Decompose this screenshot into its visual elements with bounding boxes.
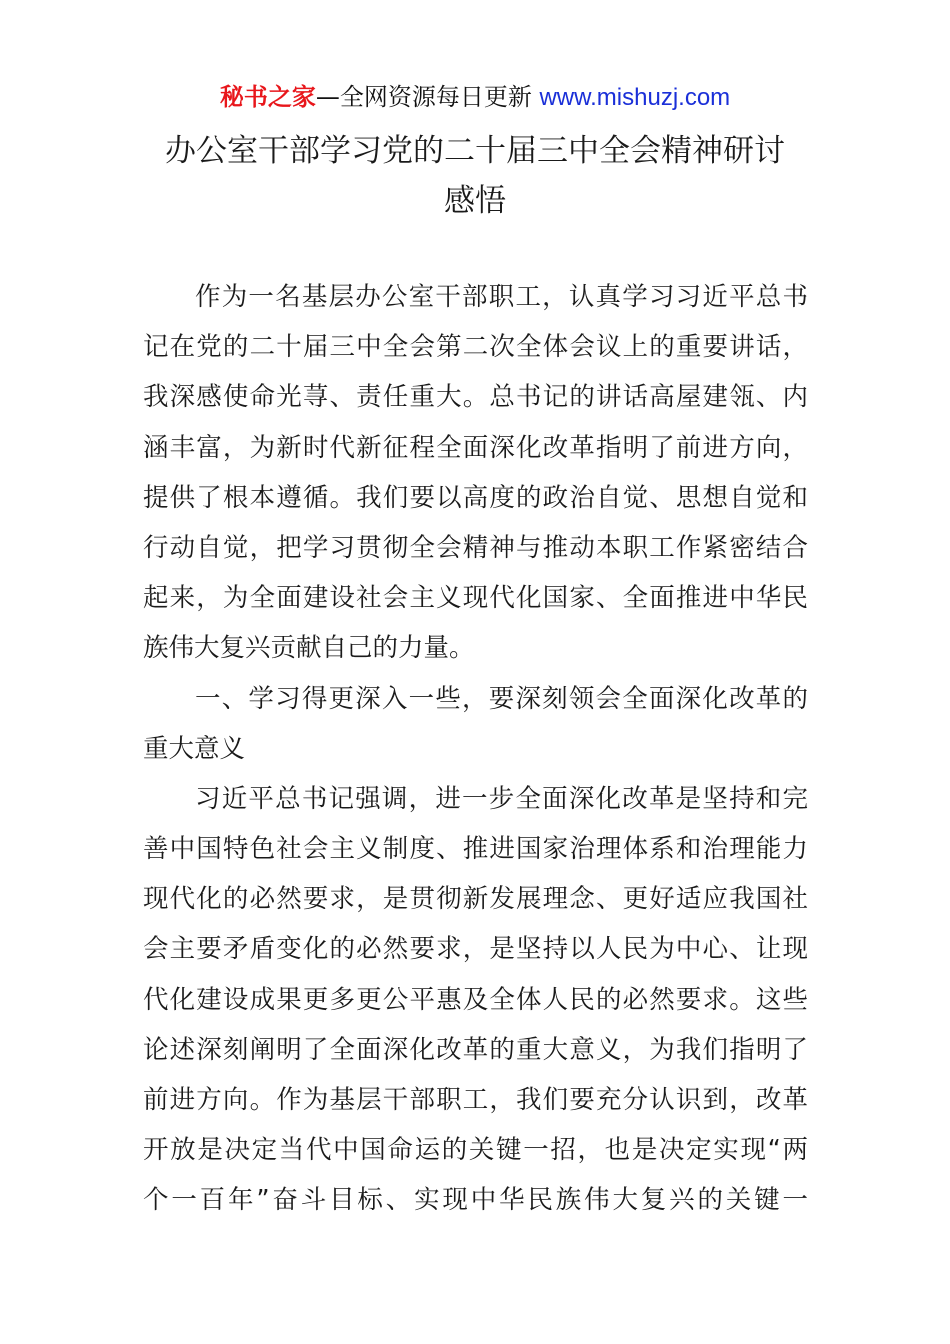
title-line: 感悟 <box>444 183 506 219</box>
body-line: 我深感使命光荨、责任重大。总书记的讲话高屋建瓴、内 <box>143 382 808 413</box>
body-line: 现代化的必然要求，是贯彻新发展理念、更好适应我国社 <box>143 884 808 915</box>
body-line: 作为一名基层办公室干部职工，认真学习习近平总书 <box>195 282 808 312</box>
body-line: 涵丰富，为新时代新征程全面深化改革指明了前进方向， <box>143 432 808 463</box>
site-brand: 秘书之家 <box>219 83 316 111</box>
body-line: 族伟大复兴贡献自己的力量。 <box>143 633 475 664</box>
body-line: 开放是决定当代中国命运的关键一招，也是决定实现“两 <box>143 1135 808 1166</box>
body-line: 个一百年”奋斗目标、实现中华民族伟大复兴的关键一 <box>143 1185 808 1216</box>
body-line: 起来，为全面建设社会主义现代化国家、全面推进中华民 <box>143 583 808 614</box>
body-line: 重大意义 <box>143 733 246 764</box>
site-url-link[interactable]: www.mishuzj.com <box>539 84 731 111</box>
body-line: 会主要矛盾变化的必然要求，是坚持以人民为中心、让现 <box>143 934 808 965</box>
body-line: 记在党的二十届三中全会第二次全体会议上的重要讲话， <box>143 332 808 363</box>
body-line: 善中国特色社会主义制度、推进国家治理体系和治理能力 <box>143 834 808 865</box>
body-line: 提供了根本遵循。我们要以高度的政治自觉、思想自觉和 <box>143 482 808 513</box>
site-banner <box>0 80 950 115</box>
document-body <box>143 272 808 1226</box>
body-line: 前进方向。作为基层干部职工，我们要充分认识到，改革 <box>143 1085 808 1115</box>
title-line: 办公室干部学习党的二十届三中全会精神研讨 <box>165 133 785 169</box>
body-line: 论述深刻阐明了全面深化改革的重大意义，为我们指明了 <box>143 1034 808 1065</box>
body-line: 一、学习得更深入一些，要深刻领会全面深化改革的 <box>195 683 808 714</box>
document-title <box>0 126 950 226</box>
body-line: 代化建设成果更多更公平惠及全体人民的必然要求。这些 <box>143 984 808 1015</box>
body-line: 习近平总书记强调，进一步全面深化改革是坚持和完 <box>195 783 808 814</box>
body-line: 行动自觉，把学习贯彻全会精神与推动本职工作紧密结合 <box>143 532 808 563</box>
site-tagline: —全网资源每日更新 <box>315 83 532 111</box>
